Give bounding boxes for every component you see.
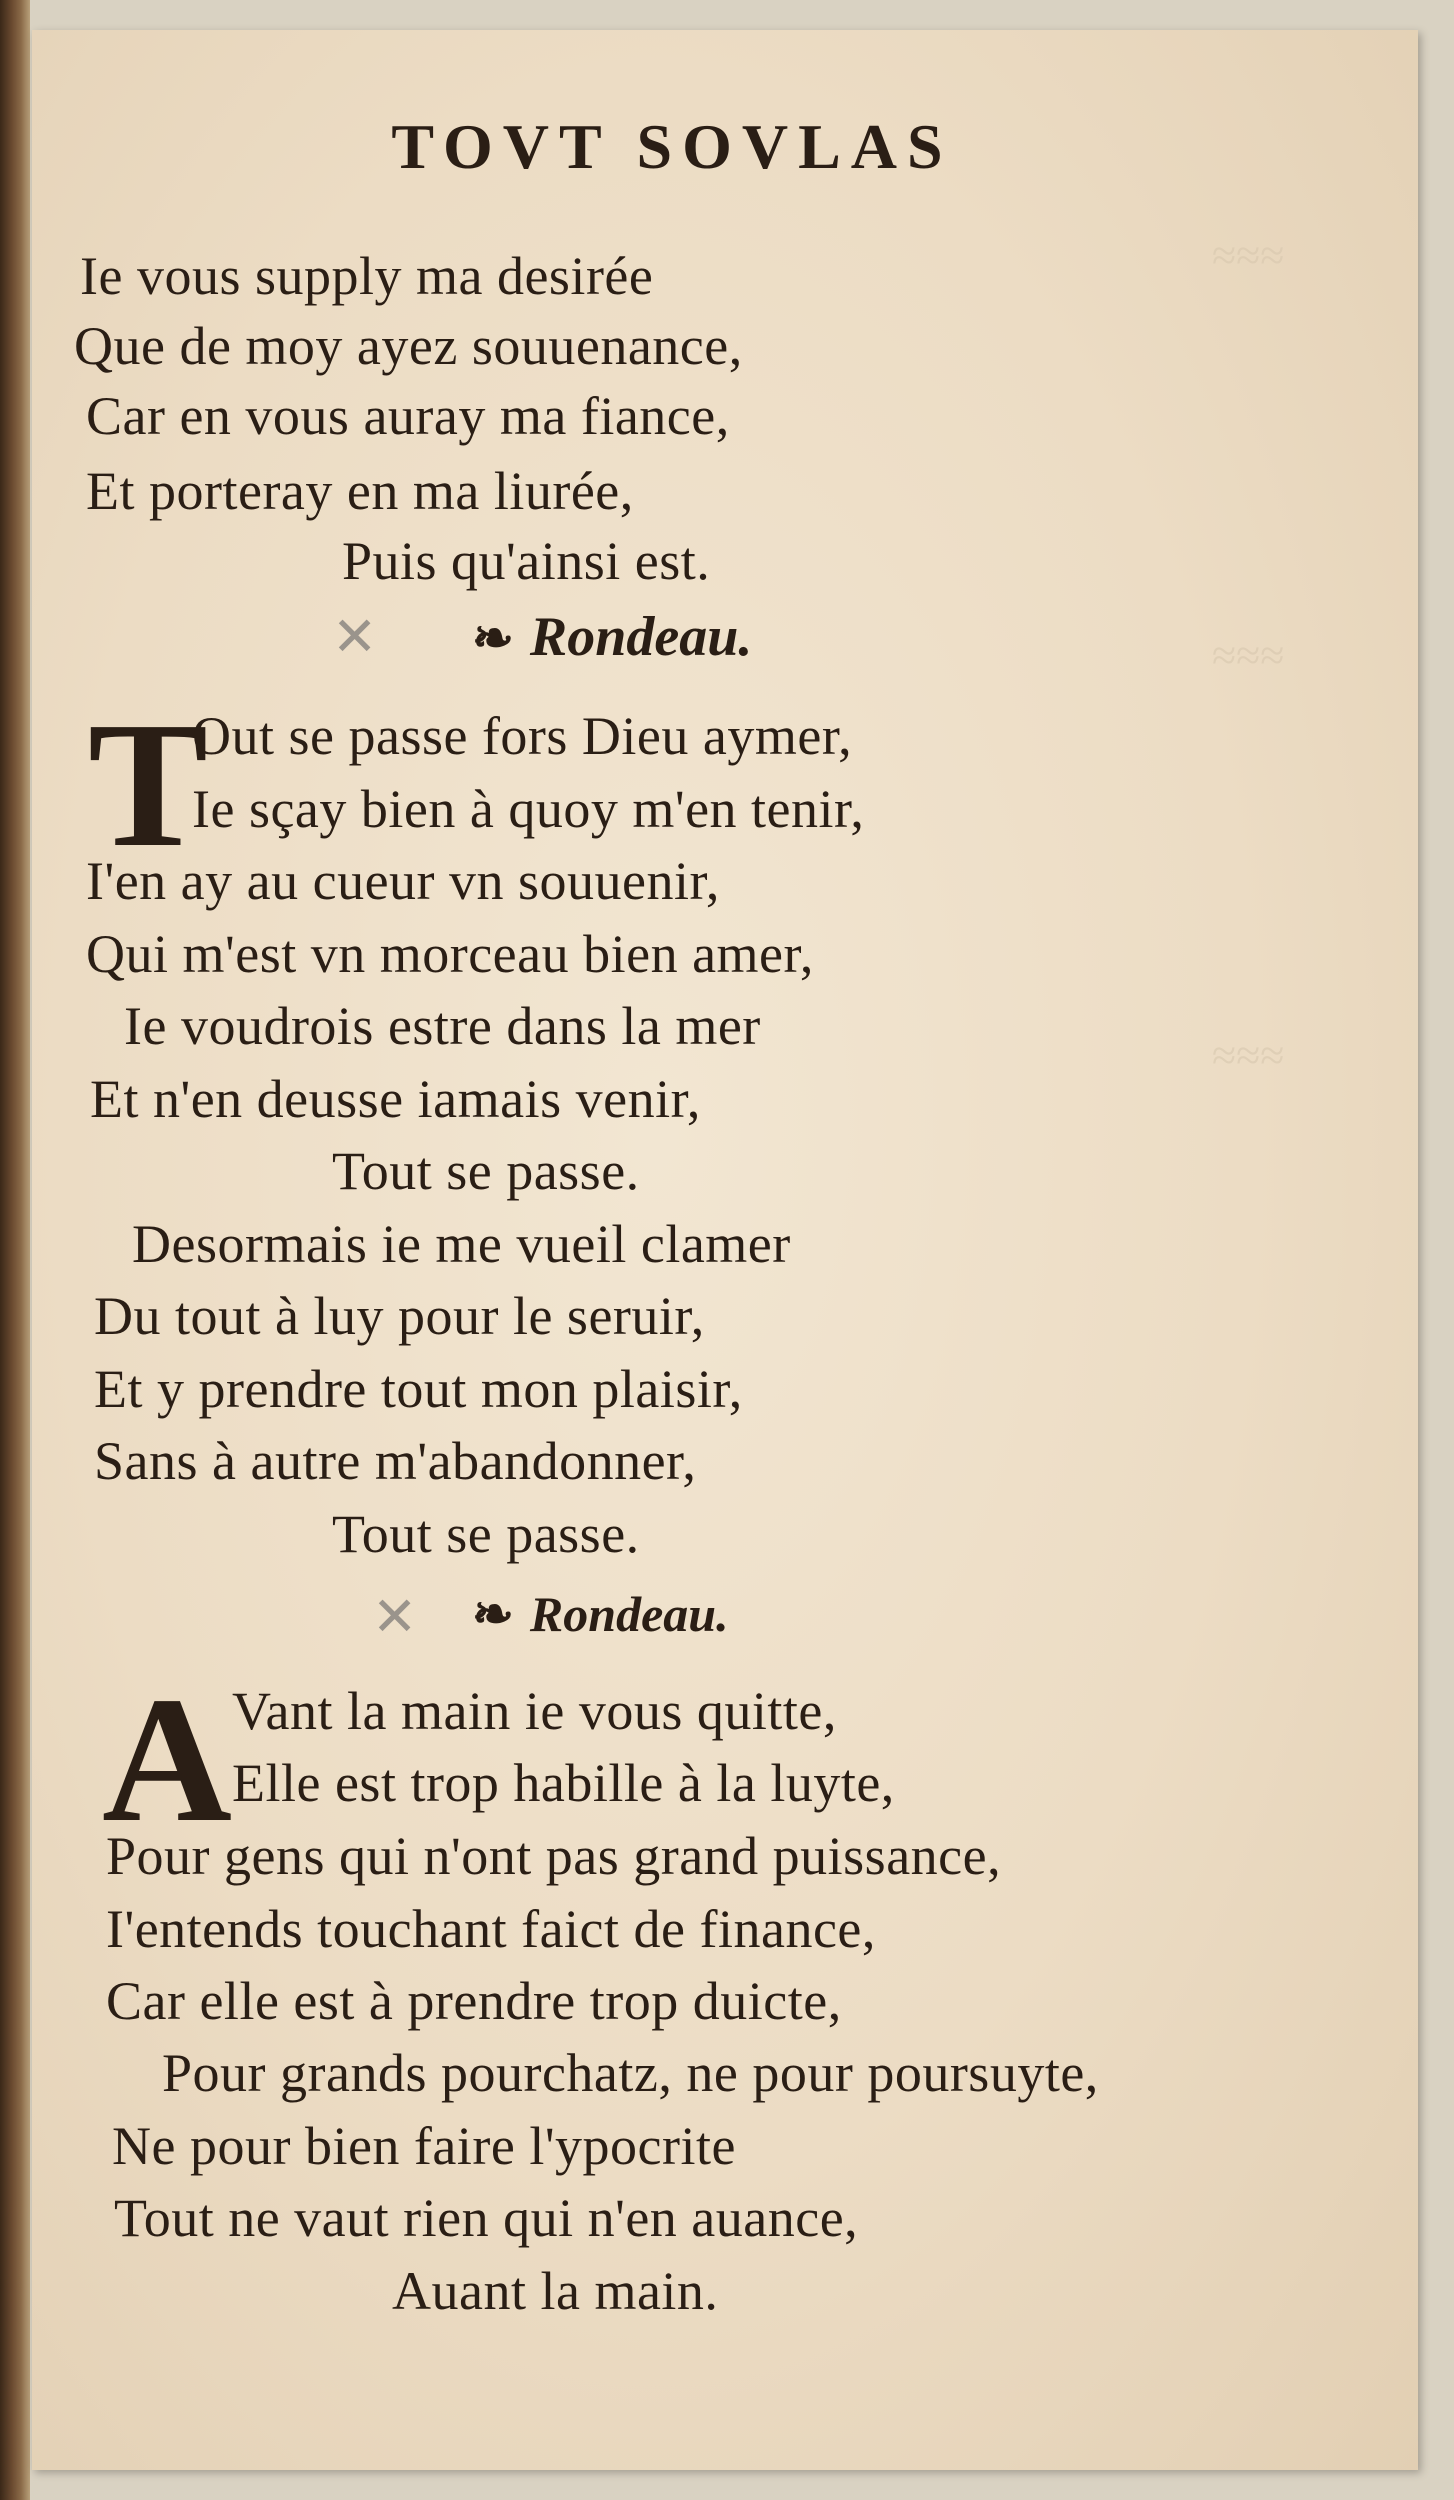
heading-text: Rondeau. <box>529 1586 729 1642</box>
verse-line: Tout se passe. <box>332 1141 640 1201</box>
verse-line: Et y prendre tout mon plaisir, <box>94 1359 743 1419</box>
verse-line: Et n'en deusse iamais venir, <box>90 1069 701 1129</box>
verse-line: Elle est trop habille à la luyte, <box>232 1753 895 1813</box>
verse-line: Puis qu'ainsi est. <box>342 531 711 591</box>
verse-line: Out se passe fors Dieu aymer, <box>192 706 853 766</box>
verse-line: Pour gens qui n'ont pas grand puissance, <box>106 1826 1002 1886</box>
verse-line: Vant la main ie vous quitte, <box>232 1681 837 1741</box>
fleuron-icon: ❧ <box>472 610 514 666</box>
verse-line: Du tout à luy pour le seruir, <box>94 1286 705 1346</box>
verse-line: Ne pour bien faire l'ypocrite <box>112 2116 736 2176</box>
fleuron-icon: ❧ <box>472 1586 514 1642</box>
cross-mark: ✕ <box>332 605 378 668</box>
verse-line: Ie sçay bien à quoy m'en tenir, <box>192 779 865 839</box>
show-through-mark: ≈≈≈ <box>1212 231 1285 280</box>
show-through-mark: ≈≈≈ <box>1212 631 1285 680</box>
verse-line: Ie voudrois estre dans la mer <box>124 996 761 1056</box>
verse-line: Auant la main. <box>392 2261 719 2321</box>
verse-line: Tout ne vaut rien qui n'en auance, <box>114 2188 859 2248</box>
show-through-mark: ≈≈≈ <box>1212 1031 1285 1080</box>
drop-cap: T <box>88 685 209 884</box>
verse-line: Desormais ie me vueil clamer <box>132 1214 791 1274</box>
verse-line: Car en vous auray ma fiance, <box>86 386 730 446</box>
verse-line: Que de moy ayez souuenance, <box>74 316 743 376</box>
verse-line: I'entends touchant faict de finance, <box>106 1899 876 1959</box>
verse-line: Tout se passe. <box>332 1504 640 1564</box>
cross-mark: ✕ <box>372 1585 418 1648</box>
verse-line: Sans à autre m'abandonner, <box>94 1431 697 1491</box>
verse-line: I'en ay au cueur vn souuenir, <box>86 851 720 911</box>
verse-line: Et porteray en ma liurée, <box>86 461 634 521</box>
running-head: TOVT SOVLAS <box>391 111 953 182</box>
page-text <box>32 30 1418 2470</box>
section-heading <box>472 1585 729 1643</box>
drop-cap: A <box>102 1660 232 1859</box>
book-page <box>32 30 1418 2470</box>
verse-line: Car elle est à prendre trop duicte, <box>106 1971 842 2031</box>
heading-text: Rondeau. <box>529 606 753 668</box>
verse-line: Qui m'est vn morceau bien amer, <box>86 924 814 984</box>
section-heading <box>472 605 752 669</box>
book-binding-edge <box>0 0 30 2500</box>
verse-line: Ie vous supply ma desirée <box>80 246 654 306</box>
verse-line: Pour grands pourchatz, ne pour poursuyte, <box>162 2043 1099 2103</box>
